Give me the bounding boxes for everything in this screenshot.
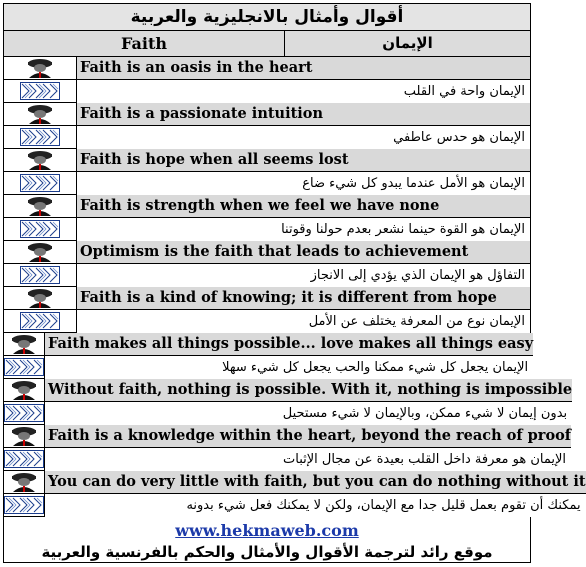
arabic-quote: يمكنك أن تقوم بعمل قليل جدا مع الإيمان، ولكن لا يمكنك فعل شيء بدونه — [45, 494, 586, 517]
english-quote: Faith is a passionate intuition — [77, 103, 530, 126]
pattern-icon — [4, 402, 44, 424]
footer-tagline: موقع رائد لترجمة الأقوال والأمثال والحكم بالفرنسية والعربية — [41, 543, 493, 561]
pattern-icon — [4, 126, 76, 148]
english-quote: Faith is a knowledge within the heart, beyond the reach of proof — [45, 425, 571, 448]
english-quote: Faith is hope when all seems lost — [77, 149, 530, 172]
row-icons — [4, 287, 77, 332]
quotes-table — [3, 3, 586, 563]
english-quote: Faith makes all things possible... love makes all things easy — [45, 333, 533, 356]
arabic-quote: التفاؤل هو الإيمان الذي يؤدي إلى الانجاز — [77, 264, 530, 287]
row-icons — [4, 103, 77, 148]
footer — [4, 517, 530, 563]
arabic-quote: الإيمان هو حدس عاطفي — [77, 126, 530, 149]
arabic-quote: الإيمان واحة في القلب — [77, 80, 530, 103]
row-icons — [4, 379, 45, 424]
english-quote: Faith is a kind of knowing; it is different from hope — [77, 287, 530, 310]
row-icons — [4, 149, 77, 194]
row-text — [77, 195, 530, 240]
arabic-quote: الإيمان نوع من المعرفة يختلف عن الأمل — [77, 310, 530, 333]
row-icons — [4, 425, 45, 470]
pattern-icon — [4, 494, 44, 516]
pattern-icon — [4, 172, 76, 194]
row-text — [77, 149, 530, 194]
pattern-icon — [4, 310, 76, 332]
english-quote: Faith is strength when we feel we have none — [77, 195, 530, 218]
person-face-icon — [4, 287, 76, 310]
pattern-icon — [4, 218, 76, 240]
arabic-quote: الإيمان هو القوة حينما نشعر بعدم حولنا وقوتنا — [77, 218, 530, 241]
quote-row — [4, 333, 534, 379]
quote-row — [4, 195, 530, 241]
quote-row — [4, 425, 572, 471]
pattern-icon — [4, 80, 76, 102]
row-text — [77, 241, 530, 286]
row-icons — [4, 195, 77, 240]
row-icons — [4, 333, 45, 378]
english-quote: Without faith, nothing is possible. With it, nothing is impossible — [45, 379, 572, 402]
row-icons — [4, 57, 77, 102]
person-face-icon — [4, 241, 76, 264]
person-face-icon — [4, 57, 76, 80]
quote-row — [4, 471, 586, 517]
quote-row — [4, 57, 530, 103]
pattern-icon — [4, 356, 44, 378]
website-link[interactable]: www.hekmaweb.com — [175, 521, 359, 540]
row-icons — [4, 241, 77, 286]
row-text — [45, 333, 533, 378]
row-text — [45, 471, 586, 516]
person-face-icon — [4, 425, 44, 448]
column-headers — [4, 31, 530, 57]
arabic-quote: الإيمان هو الأمل عندما يبدو كل شيء ضاع — [77, 172, 530, 195]
person-face-icon — [4, 379, 44, 402]
arabic-quote: بدون إيمان لا شيء ممكن، وبالإيمان لا شيء مستحيل — [45, 402, 572, 425]
quote-row — [4, 149, 530, 195]
row-icons — [4, 471, 45, 516]
person-face-icon — [4, 103, 76, 126]
page-title: أقوال وأمثال بالانجليزية والعربية — [4, 4, 530, 31]
row-text — [77, 103, 530, 148]
english-quote: Faith is an oasis in the heart — [77, 57, 530, 80]
quote-row — [4, 241, 530, 287]
quote-row — [4, 287, 530, 333]
row-text — [45, 379, 572, 424]
row-text — [77, 57, 530, 102]
pattern-icon — [4, 264, 76, 286]
english-quote: Optimism is the faith that leads to achievement — [77, 241, 530, 264]
arabic-quote: الإيمان هو معرفة داخل القلب بعيدة عن مجال الإثبات — [45, 448, 571, 471]
arabic-header: الإيمان — [382, 34, 433, 52]
person-face-icon — [4, 195, 76, 218]
person-face-icon — [4, 333, 44, 356]
person-face-icon — [4, 149, 76, 172]
english-quote: You can do very little with faith, but you can do nothing without it — [45, 471, 586, 494]
quote-row — [4, 103, 530, 149]
pattern-icon — [4, 448, 44, 470]
row-text — [45, 425, 571, 470]
row-text — [77, 287, 530, 332]
person-face-icon — [4, 471, 44, 494]
english-header: Faith — [4, 31, 285, 56]
quote-rows — [4, 57, 586, 517]
quote-row — [4, 379, 573, 425]
arabic-quote: الإيمان يجعل كل شيء ممكنا والحب يجعل كل شيء سهلا — [45, 356, 533, 379]
